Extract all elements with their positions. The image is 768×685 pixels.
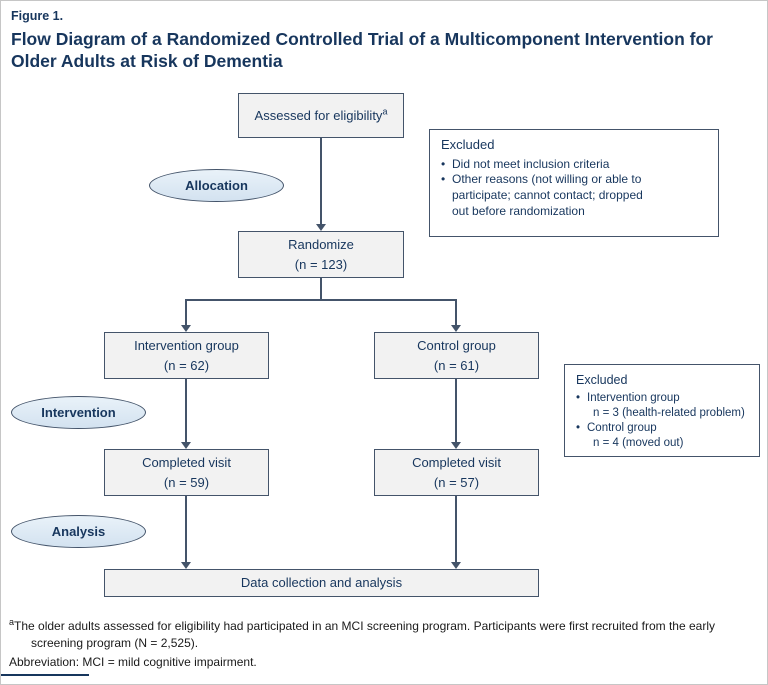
arrowhead-down-icon (451, 562, 461, 569)
connector-branch-horizontal-line (185, 299, 457, 301)
footnote-note-text: The older adults assessed for eligibility had participated in an MCI screening program. Participants were first recruited from the early screening program (N = 2,525). (14, 619, 716, 650)
bullet-icon: • (576, 392, 581, 405)
stage-analysis-label: Analysis (51, 524, 106, 539)
excluded-mid-title: Excluded (576, 373, 628, 387)
figure-title-line1: Flow Diagram of a Randomized Controlled Trial of a Multicomponent Intervention for (11, 29, 713, 49)
excluded-top-bullet-1 (441, 157, 708, 173)
arrowhead-down-icon (181, 562, 191, 569)
excluded-mid-bullet-1-line2: n = 3 (health-related problem) (593, 407, 745, 420)
intervention-group-label: Intervention group (134, 338, 239, 353)
excluded-mid-bullet-2-line2: n = 4 (moved out) (593, 437, 684, 450)
arrowhead-down-icon (451, 442, 461, 449)
connector-branch-right-line (455, 299, 457, 326)
excluded-mid-box (564, 364, 760, 457)
control-group-box (374, 332, 539, 379)
excluded-top-title: Excluded (441, 137, 495, 152)
connector-randomize-stem-line (320, 278, 322, 301)
bullet-icon: • (576, 422, 581, 435)
assessed-footnote-marker: a (382, 106, 388, 117)
excluded-mid-bullet-2-text (587, 421, 683, 451)
stage-allocation-ellipse (149, 169, 284, 202)
assessed-eligibility-text: Assessed for eligibility (254, 107, 383, 123)
control-group-n: (n = 61) (433, 357, 480, 373)
excluded-top-bullet-2-text: Other reasons (not willing or able to participate; cannot contact; dropped out before randomization (452, 172, 643, 218)
bullet-icon: • (441, 156, 446, 171)
excluded-mid-bullet-1-text (587, 391, 745, 421)
control-group-label: Control group (417, 338, 496, 353)
figure-title-line2: Older Adults at Risk of Dementia (11, 51, 283, 72)
arrowhead-down-icon (316, 224, 326, 231)
completed-visit-intervention-box (104, 449, 269, 496)
connector-control-completed-line (455, 379, 457, 442)
excluded-mid-bullet-1 (576, 391, 749, 421)
arrowhead-down-icon (451, 325, 461, 332)
connector-completed-data-right-line (455, 496, 457, 562)
arrowhead-down-icon (181, 325, 191, 332)
intervention-group-n: (n = 62) (163, 357, 210, 373)
data-collection-label: Data collection and analysis (240, 575, 403, 591)
completed-visit-intervention-n: (n = 59) (163, 474, 210, 490)
excluded-mid-bullet-1-line1: Intervention group (587, 392, 680, 405)
connector-assessed-randomize-line (320, 138, 322, 224)
footnote-block (9, 618, 761, 671)
excluded-top-box (429, 129, 719, 237)
bullet-icon: • (441, 172, 446, 187)
completed-visit-control-label: Completed visit (412, 455, 501, 470)
excluded-mid-bullet-2 (576, 421, 749, 451)
figure-title (11, 28, 713, 72)
connector-branch-left-line (185, 299, 187, 326)
assessed-eligibility-label (255, 106, 388, 126)
arrowhead-down-icon (181, 442, 191, 449)
completed-visit-control-box (374, 449, 539, 496)
completed-visit-intervention-label: Completed visit (142, 455, 231, 470)
randomize-n: (n = 123) (294, 256, 348, 272)
excluded-top-bullet-2 (441, 172, 708, 219)
completed-visit-control-n: (n = 57) (433, 474, 480, 490)
bottom-rule (1, 674, 89, 676)
data-collection-box (104, 569, 539, 597)
randomize-box (238, 231, 404, 278)
assessed-eligibility-box (238, 93, 404, 138)
figure-label: Figure 1. (11, 9, 64, 23)
footnote-note (9, 618, 761, 651)
connector-completed-data-left-line (185, 496, 187, 562)
connector-intervention-completed-line (185, 379, 187, 442)
footnote-marker: a (9, 617, 15, 627)
randomize-label: Randomize (288, 237, 354, 252)
stage-analysis-ellipse (11, 515, 146, 548)
stage-intervention-label: Intervention (41, 405, 116, 420)
stage-allocation-label: Allocation (185, 178, 248, 193)
excluded-top-bullet-1-text: Did not meet inclusion criteria (452, 156, 610, 171)
footnote-abbreviation: Abbreviation: MCI = mild cognitive impairment. (9, 655, 257, 670)
intervention-group-box (104, 332, 269, 379)
stage-intervention-ellipse (11, 396, 146, 429)
excluded-mid-bullet-2-line1: Control group (587, 422, 657, 435)
